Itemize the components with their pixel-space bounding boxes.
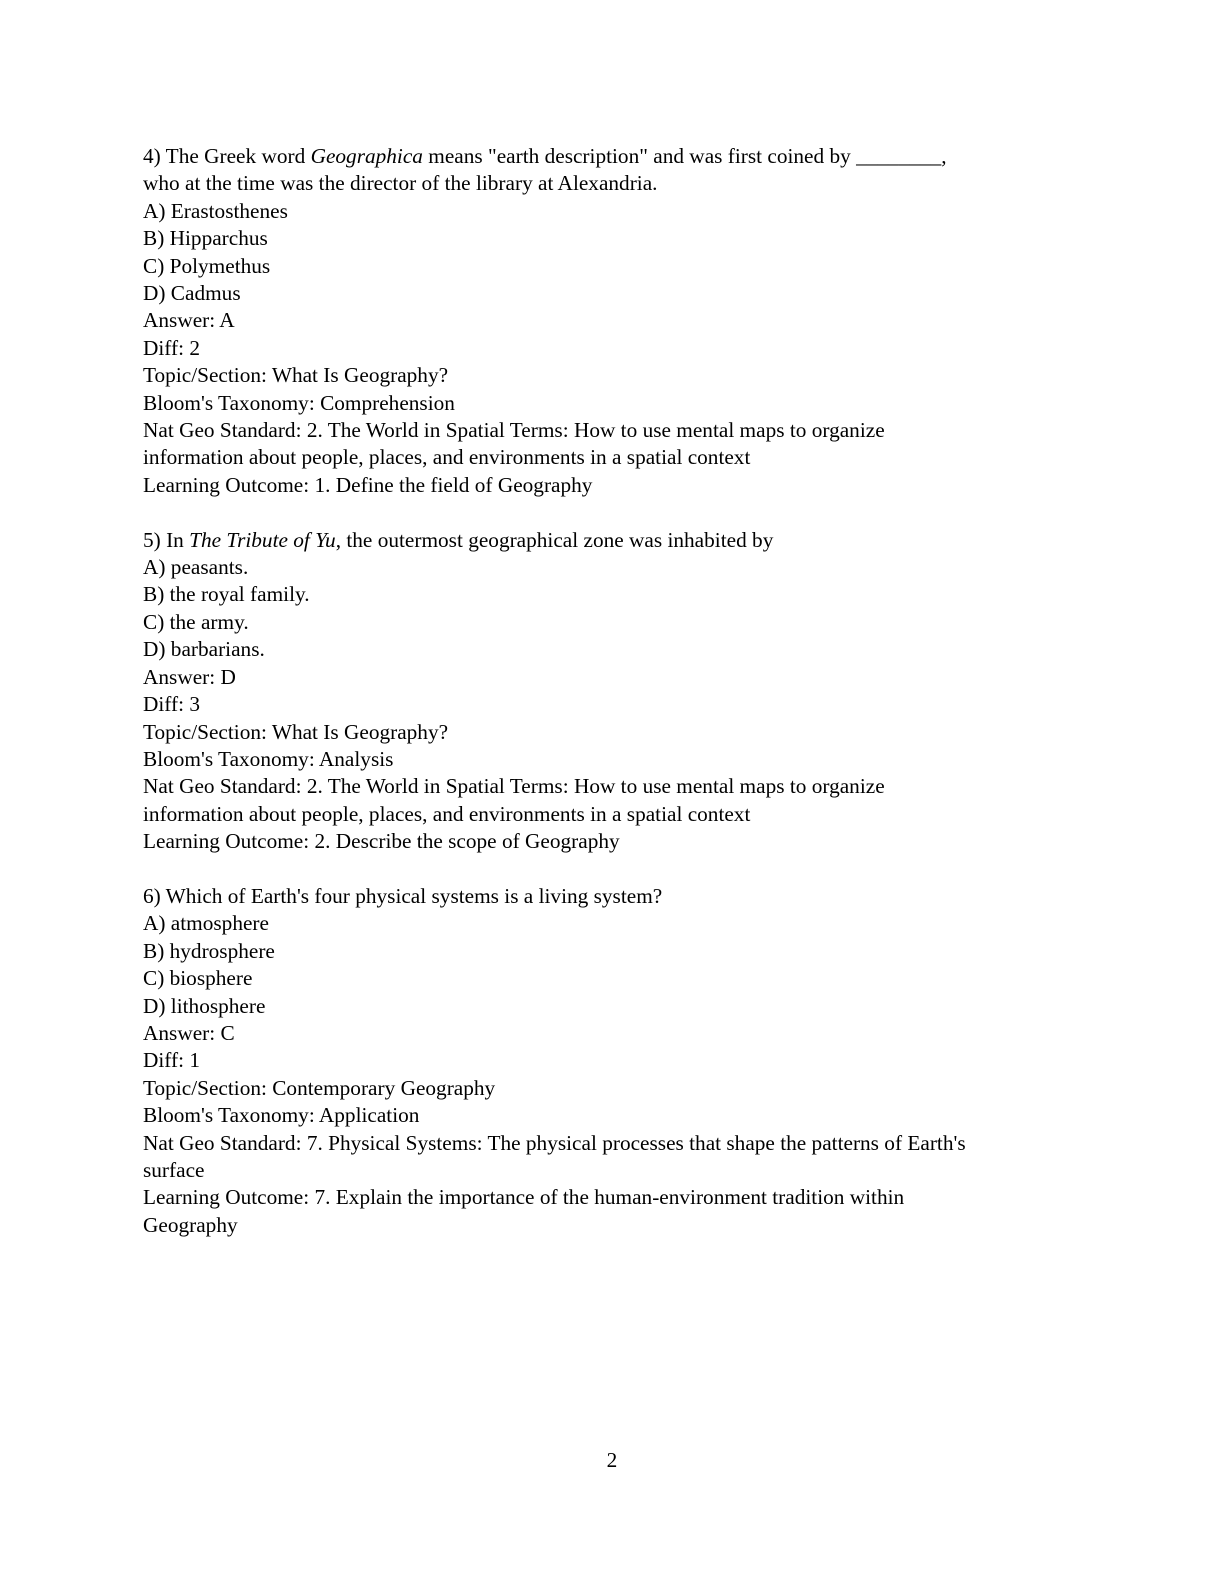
topic-section: Topic/Section: Contemporary Geography	[143, 1075, 496, 1100]
answer: Answer: C	[143, 1020, 235, 1045]
question-5	[143, 527, 1083, 856]
difficulty: Diff: 3	[143, 692, 200, 717]
topic-section: Topic/Section: What Is Geography?	[143, 719, 449, 744]
learning-outcome-continued: Geography	[143, 1212, 238, 1237]
difficulty: Diff: 1	[143, 1048, 200, 1073]
stem-text: means "earth description" and was first coined by ________,	[422, 144, 947, 168]
option-d: D) lithosphere	[143, 993, 266, 1018]
question-4	[143, 143, 1083, 499]
stem-text: , the outermost geographical zone was inhabited by	[335, 527, 774, 552]
answer: Answer: D	[143, 664, 236, 689]
blooms-taxonomy: Bloom's Taxonomy: Application	[143, 1103, 420, 1128]
question-stem-continued: who at the time was the director of the library at Alexandria.	[143, 171, 658, 196]
learning-outcome: Learning Outcome: 2. Describe the scope of Geography	[143, 829, 620, 854]
question-stem: 6) Which of Earth's four physical systems is a living system?	[143, 883, 663, 908]
option-d: D) barbarians.	[143, 637, 265, 662]
stem-text: 4) The Greek word	[143, 144, 311, 168]
option-c: C) biosphere	[143, 966, 253, 991]
document-body	[143, 143, 1083, 1267]
option-d: D) Cadmus	[143, 281, 241, 306]
nat-geo-standard: Nat Geo Standard: 2. The World in Spatial Terms: How to use mental maps to organize	[143, 418, 885, 443]
option-b: B) hydrosphere	[143, 938, 275, 963]
option-a: A) peasants.	[143, 555, 249, 580]
nat-geo-standard-continued: information about people, places, and environments in a spatial context	[143, 445, 751, 470]
blooms-taxonomy: Bloom's Taxonomy: Comprehension	[143, 390, 455, 415]
option-a: A) atmosphere	[143, 911, 269, 936]
option-b: B) Hipparchus	[143, 226, 268, 251]
option-c: C) Polymethus	[143, 253, 271, 278]
nat-geo-standard-continued: information about people, places, and environments in a spatial context	[143, 801, 751, 826]
option-c: C) the army.	[143, 609, 249, 634]
option-b: B) the royal family.	[143, 582, 310, 607]
nat-geo-standard: Nat Geo Standard: 2. The World in Spatial Terms: How to use mental maps to organize	[143, 774, 885, 799]
question-6	[143, 883, 1083, 1239]
stem-italic-term: The Tribute of Yu	[189, 527, 336, 552]
topic-section: Topic/Section: What Is Geography?	[143, 363, 449, 388]
nat-geo-standard: Nat Geo Standard: 7. Physical Systems: The physical processes that shape the patterns of Earth's	[143, 1130, 966, 1155]
blooms-taxonomy: Bloom's Taxonomy: Analysis	[143, 746, 394, 771]
difficulty: Diff: 2	[143, 335, 200, 360]
learning-outcome: Learning Outcome: 1. Define the field of Geography	[143, 472, 593, 497]
stem-text: 5) In	[143, 527, 190, 552]
stem-italic-term: Geographica	[310, 144, 423, 168]
nat-geo-standard-continued: surface	[143, 1158, 205, 1182]
question-stem	[143, 143, 1083, 170]
option-a: A) Erastosthenes	[143, 198, 288, 223]
answer: Answer: A	[143, 308, 235, 333]
question-stem	[143, 527, 1083, 554]
page-number: 2	[606, 1448, 618, 1472]
learning-outcome: Learning Outcome: 7. Explain the importance of the human-environment tradition within	[143, 1185, 905, 1210]
